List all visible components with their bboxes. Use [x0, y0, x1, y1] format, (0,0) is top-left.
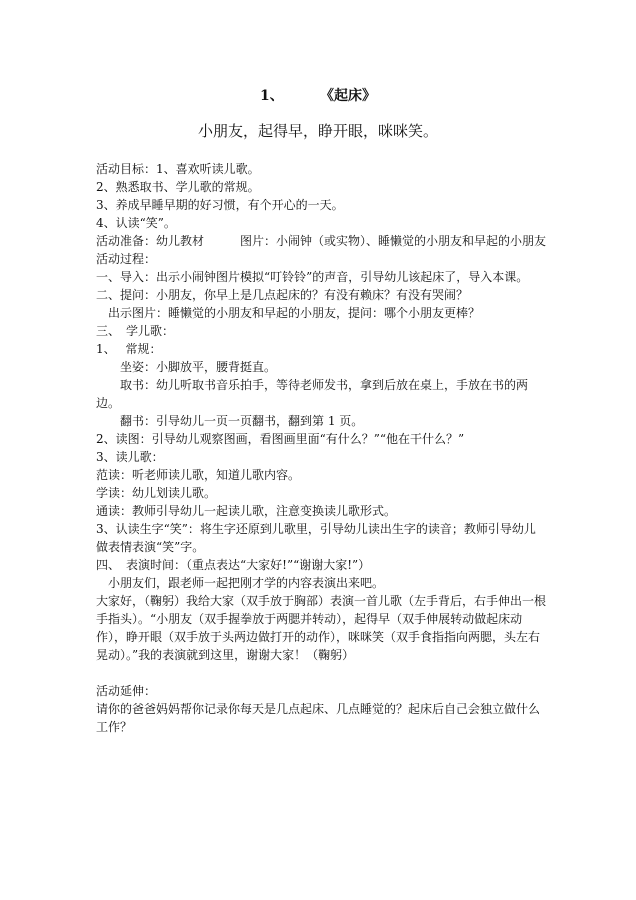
lesson-number: 1、: [260, 88, 284, 104]
lesson-title-text: 《起床》: [320, 88, 376, 104]
process-step: 翻书：引导幼儿一页一页翻书，翻到第 1 页。: [96, 414, 364, 428]
process-step: 坐姿：小脚放平，腰背挺直。: [96, 360, 277, 374]
process-step: 二、提问：小朋友，你早上是几点起床的？有没有赖床？有没有哭闹？: [96, 288, 469, 302]
extension-paragraph: 请你的爸爸妈妈帮你记录你每天是几点起床、几点睡觉的？起床后自己会独立做什么工作？: [96, 702, 541, 734]
process-step: 范读：听老师读儿歌，知道儿歌内容。: [96, 468, 301, 482]
lesson-body: [96, 160, 546, 736]
process-step: 四、 表演时间：（重点表达“大家好!”“谢谢大家!”）: [96, 558, 371, 572]
objective-line: 活动目标：1、喜欢听读儿歌。: [96, 162, 260, 176]
process-step: 学读：幼儿划读儿歌。: [96, 486, 217, 500]
process-step: 小朋友们，跟老师一起把刚才学的内容表演出来吧。: [96, 576, 385, 590]
process-step: 3、读儿歌：: [96, 450, 164, 464]
process-heading: 活动过程：: [96, 252, 157, 266]
lesson-title: [0, 85, 636, 105]
process-step: 三、 学儿歌：: [96, 324, 175, 338]
objective-line: 2、熟悉取书、学儿歌的常规。: [96, 180, 260, 194]
process-step: 一、导入：出示小闹钟图片模拟“叮铃铃”的声音，引导幼儿该起床了，导入本课。: [96, 270, 529, 284]
extension-heading: 活动延伸：: [96, 684, 157, 698]
process-step: 出示图片：睡懒觉的小朋友和早起的小朋友，提问：哪个小朋友更棒？: [96, 306, 481, 320]
objective-line: 4、认读“笑”。: [96, 216, 176, 230]
process-step: 2、读图：引导幼儿观察图画，看图画里面“有什么？”“他在干什么？”: [96, 432, 465, 446]
process-step: 取书：幼儿听取书音乐拍手，等待老师发书，拿到后放在桌上，手放在书的两边。: [96, 378, 529, 410]
performance-paragraph: 大家好，（鞠躬）我给大家（双手放于胸部）表演一首儿歌（左手背后，右手伸出一根手指头）。“小朋友（双手握拳放于两腮并转动），起得早（双手伸展转动做起床动作），睁开眼（双手放于头两边做打开的动作），咪咪笑（双手食指指向两腮，头左右晃动）。”我的表演就到这里，谢谢大家！（鞠躬）: [96, 594, 547, 662]
process-step: 1、 常规：: [96, 342, 162, 356]
process-step: 3、认读生字“笑”：将生字还原到儿歌里，引导幼儿读出生字的读音；教师引导幼儿做表情表演“笑”字。: [96, 522, 536, 554]
process-step: 通读：教师引导幼儿一起读儿歌，注意变换读儿歌形式。: [96, 504, 397, 518]
blank-line: [96, 664, 546, 682]
objective-line: 3、养成早睡早期的好习惯，有个开心的一天。: [96, 198, 344, 212]
preparation-paragraph: 活动准备：幼儿教材 图片：小闹钟（或实物）、睡懒觉的小朋友和早起的小朋友: [96, 234, 547, 248]
nursery-rhyme: 小朋友，起得早，睁开眼，咪咪笑。: [197, 122, 438, 140]
